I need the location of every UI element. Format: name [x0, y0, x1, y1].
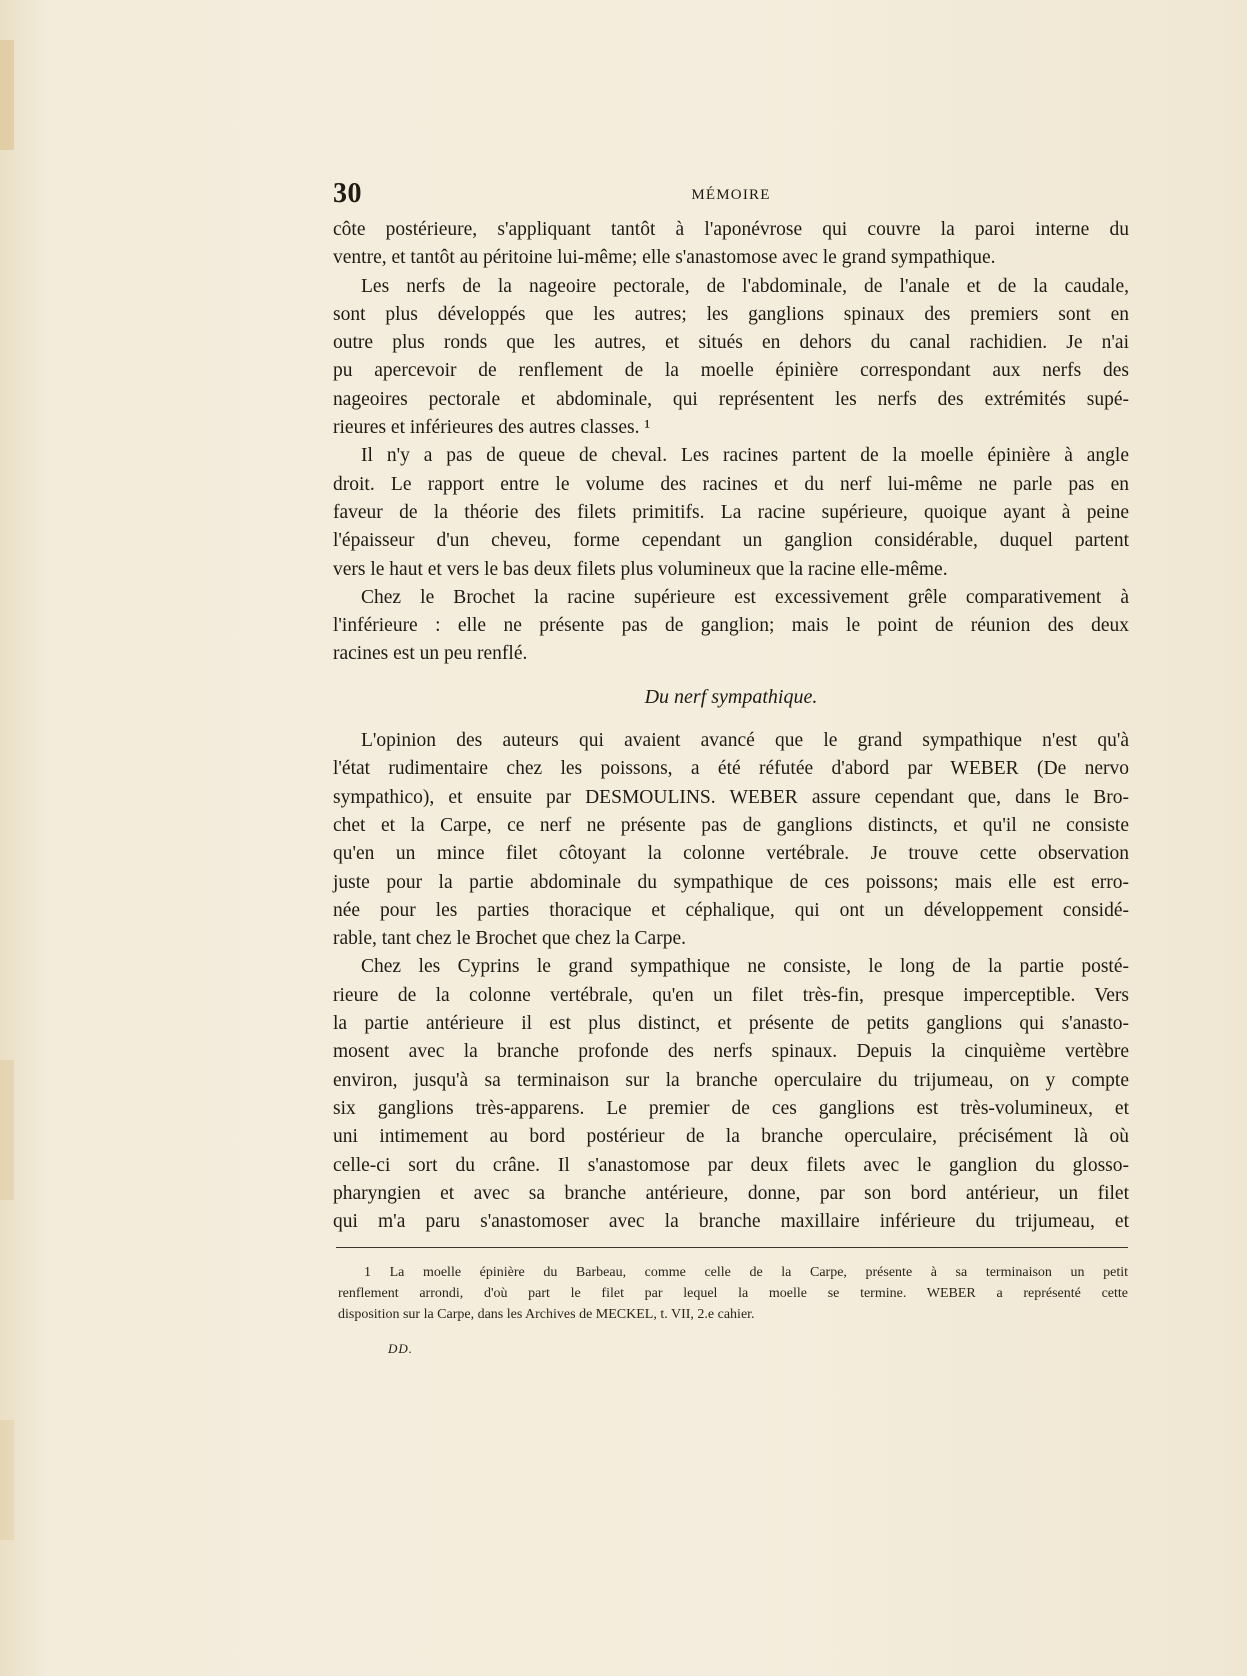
- text-line: rable, tant chez le Brochet que chez la Carpe.: [333, 928, 686, 950]
- text-line: rieure de la colonne vertébrale, qu'en un filet très-fin, presque imperceptible. Vers: [333, 984, 1129, 1006]
- text-line: Les nerfs de la nageoire pectorale, de l'abdominale, de l'anale et de la caudale,: [361, 275, 1129, 297]
- text-line: juste pour la partie abdominale du sympathique de ces poissons; mais elle est erro-: [333, 871, 1129, 893]
- text-line: rieures et inférieures des autres classes. ¹: [333, 417, 651, 439]
- text-line: vers le haut et vers le bas deux filets plus volumineux que la racine elle-même.: [333, 558, 948, 580]
- footnote-line: 1 La moelle épinière du Barbeau, comme celle de la Carpe, présente à sa terminaison un petit: [364, 1265, 1128, 1280]
- text-line: l'épaisseur d'un cheveu, forme cependant un ganglion considérable, duquel partent: [333, 530, 1129, 552]
- text-line: la partie antérieure il est plus distinct, et présente de petits ganglions qui s'anasto-: [333, 1013, 1129, 1035]
- text-line: L'opinion des auteurs qui avaient avancé que le grand sympathique n'est qu'à: [361, 730, 1129, 752]
- body-text: [333, 216, 1129, 1236]
- text-line: faveur de la théorie des filets primitifs. La racine supérieure, quoique ayant à peine: [333, 501, 1129, 523]
- footnote-line: disposition sur la Carpe, dans les Archives de MECKEL, t. VII, 2.e cahier.: [338, 1307, 755, 1322]
- text-line: celle-ci sort du crâne. Il s'anastomose par deux filets avec le ganglion du glosso-: [333, 1154, 1129, 1176]
- text-line: uni intimement au bord postérieur de la branche operculaire, précisément là où: [333, 1126, 1129, 1148]
- running-head: MÉMOIRE: [691, 187, 771, 203]
- text-line: chet et la Carpe, ce nerf ne présente pas de ganglions distincts, et qu'il ne consiste: [333, 814, 1129, 836]
- printer-signature: DD.: [388, 1341, 414, 1356]
- text-line: l'état rudimentaire chez les poissons, a été réfutée d'abord par WEBER (De nervo: [333, 758, 1129, 780]
- text-line: Chez le Brochet la racine supérieure est excessivement grêle comparativement à: [361, 586, 1129, 608]
- page-edge-stain: [0, 40, 14, 150]
- text-line: qui m'a paru s'anastomoser avec la branche maxillaire inférieure du trijumeau, et: [333, 1211, 1129, 1233]
- text-line: Il n'y a pas de queue de cheval. Les racines partent de la moelle épinière à angle: [361, 445, 1129, 467]
- text-line: racines est un peu renflé.: [333, 643, 528, 665]
- text-line: six ganglions très-apparens. Le premier de ces ganglions est très-volumineux, et: [333, 1097, 1129, 1119]
- text-line: nageoires pectorale et abdominale, qui représentent les nerfs des extrémités supé-: [333, 388, 1129, 410]
- text-line: ventre, et tantôt au péritoine lui-même; elle s'anastomose avec le grand sympathique.: [333, 247, 996, 269]
- text-line: environ, jusqu'à sa terminaison sur la branche operculaire du trijumeau, on y compte: [333, 1069, 1129, 1091]
- page-edge-stain: [0, 1060, 14, 1200]
- text-line: droit. Le rapport entre le volume des racines et du nerf lui-même ne parle pas en: [333, 473, 1129, 495]
- section-title: Du nerf sympathique.: [644, 685, 818, 708]
- text-line: côte postérieure, s'appliquant tantôt à l'aponévrose qui couvre la paroi interne du: [333, 219, 1129, 240]
- text-line: qu'en un mince filet côtoyant la colonne vertébrale. Je trouve cette observation: [333, 843, 1129, 865]
- text-line: l'inférieure : elle ne présente pas de ganglion; mais le point de réunion des deux: [333, 615, 1129, 637]
- footnote: [338, 1262, 1128, 1325]
- text-line: née pour les parties thoracique et céphalique, qui ont un développement considé-: [333, 899, 1129, 921]
- page-edge-stain: [0, 1420, 14, 1540]
- footnote-line: renflement arrondi, d'où part le filet par lequel la moelle se termine. WEBER a représenté cette: [338, 1286, 1128, 1301]
- page-number: 30: [333, 178, 362, 209]
- text-line: outre plus ronds que les autres, et situés en dehors du canal rachidien. Je n'ai: [333, 332, 1129, 354]
- page-header: [333, 178, 1129, 208]
- text-line: sont plus développés que les autres; les ganglions spinaux des premiers sont en: [333, 303, 1129, 325]
- text-line: pu apercevoir de renflement de la moelle épinière correspondant aux nerfs des: [333, 360, 1129, 382]
- text-line: sympathico), et ensuite par DESMOULINS. WEBER assure cependant que, dans le Bro-: [333, 786, 1129, 808]
- text-line: mosent avec la branche profonde des nerfs spinaux. Depuis la cinquième vertèbre: [333, 1041, 1129, 1063]
- footnote-rule: [336, 1247, 1128, 1248]
- text-line: Chez les Cyprins le grand sympathique ne consiste, le long de la partie posté-: [361, 956, 1129, 978]
- text-line: pharyngien et avec sa branche antérieure, donne, par son bord antérieur, un filet: [333, 1182, 1129, 1204]
